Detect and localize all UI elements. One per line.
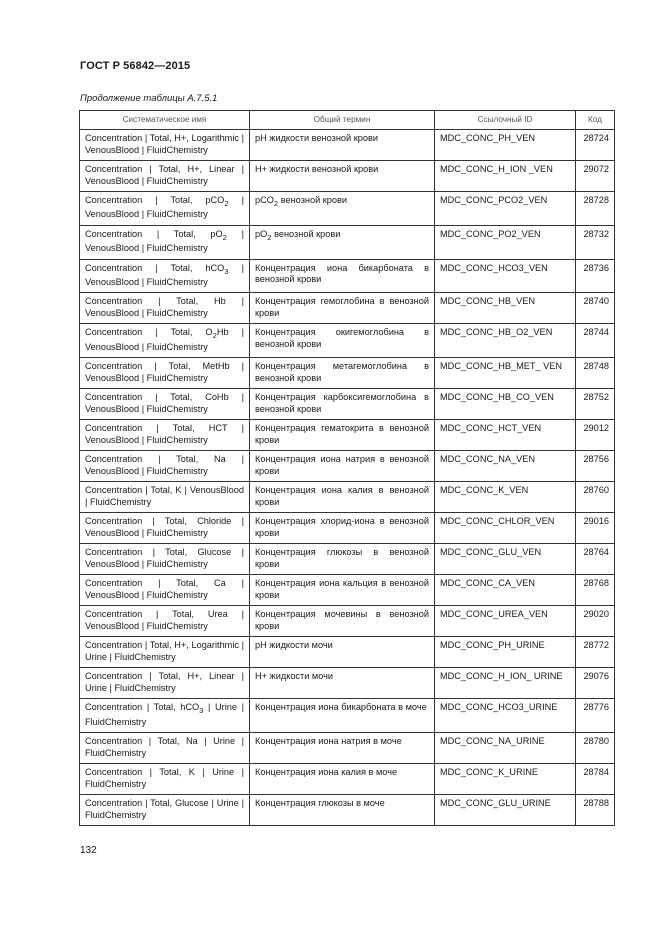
terms-table bbox=[79, 110, 615, 826]
common-term-cell: Концентрация иона бикарбоната в моче bbox=[250, 699, 435, 733]
code-cell: 28736 bbox=[576, 259, 615, 293]
code-cell: 29072 bbox=[576, 161, 615, 192]
common-term-cell: H+ жидкости венозной крови bbox=[250, 161, 435, 192]
code-cell: 28732 bbox=[576, 225, 615, 259]
common-term-cell: H+ жидкости мочи bbox=[250, 668, 435, 699]
common-term-cell: Концентрация иона натрия в моче bbox=[250, 733, 435, 764]
systematic-name-cell: Concentration | Total, $O_2Hb$ | VenousBlood | FluidChemistry bbox=[80, 324, 250, 358]
reference-id-cell: MDC_CONC_NA_VEN bbox=[435, 451, 576, 482]
table-row bbox=[80, 324, 615, 358]
systematic-name-cell: Concentration | Total, K | Urine | FluidChemistry bbox=[80, 764, 250, 795]
reference-id-cell: MDC_CONC_GLU_URINE bbox=[435, 795, 576, 826]
reference-id-cell: MDC_CONC_HCO3_URINE bbox=[435, 699, 576, 733]
code-cell: 28756 bbox=[576, 451, 615, 482]
reference-id-cell: MDC_CONC_HCO3_VEN bbox=[435, 259, 576, 293]
reference-id-cell: MDC_CONC_UREA_VEN bbox=[435, 606, 576, 637]
common-term-cell: pH жидкости мочи bbox=[250, 637, 435, 668]
code-cell: 28772 bbox=[576, 637, 615, 668]
common-term-cell: Концентрация глюкозы в венозной крови bbox=[250, 544, 435, 575]
code-cell: 29076 bbox=[576, 668, 615, 699]
table-row bbox=[80, 764, 615, 795]
common-term-cell: Концентрация карбоксигемоглобина в венозной крови bbox=[250, 389, 435, 420]
code-cell: 29016 bbox=[576, 513, 615, 544]
table-row bbox=[80, 389, 615, 420]
header-common-term: Общий термин bbox=[250, 111, 435, 130]
reference-id-cell: MDC_CONC_H_ION_ URINE bbox=[435, 668, 576, 699]
systematic-name-cell: Concentration | Total, Glucose | Urine | FluidChemistry bbox=[80, 795, 250, 826]
reference-id-cell: MDC_CONC_HB_O2_VEN bbox=[435, 324, 576, 358]
systematic-name-cell: Concentration | Total, H+, Logarithmic | VenousBlood | FluidChemistry bbox=[80, 130, 250, 161]
systematic-name-cell: Concentration | Total, pCO$_2$ | VenousBlood | FluidChemistry bbox=[80, 192, 250, 226]
systematic-name-cell: Concentration | Total, $pO_2$ | VenousBlood | FluidChemistry bbox=[80, 225, 250, 259]
systematic-name-cell: Concentration | Total, CoHb | VenousBlood | FluidChemistry bbox=[80, 389, 250, 420]
systematic-name-cell: Concentration | Total, hCO$_3$ | VenousBlood | FluidChemistry bbox=[80, 259, 250, 293]
common-term-cell: pCO$_2$ венозной крови bbox=[250, 192, 435, 226]
common-term-cell: Концентрация гематокрита в венозной крови bbox=[250, 420, 435, 451]
systematic-name-cell: Concentration | Total, Ca | VenousBlood | FluidChemistry bbox=[80, 575, 250, 606]
table-row bbox=[80, 130, 615, 161]
table-row bbox=[80, 451, 615, 482]
reference-id-cell: MDC_CONC_NA_URINE bbox=[435, 733, 576, 764]
code-cell: 28748 bbox=[576, 358, 615, 389]
reference-id-cell: MDC_CONC_HB_VEN bbox=[435, 293, 576, 324]
table-row bbox=[80, 161, 615, 192]
code-cell: 28752 bbox=[576, 389, 615, 420]
table-row bbox=[80, 358, 615, 389]
code-cell: 28760 bbox=[576, 482, 615, 513]
code-cell: 28744 bbox=[576, 324, 615, 358]
table-row bbox=[80, 513, 615, 544]
reference-id-cell: MDC_CONC_CHLOR_VEN bbox=[435, 513, 576, 544]
table-row bbox=[80, 482, 615, 513]
reference-id-cell: MDC_CONC_PCO2_VEN bbox=[435, 192, 576, 226]
reference-id-cell: MDC_CONC_HB_CO_VEN bbox=[435, 389, 576, 420]
reference-id-cell: MDC_CONC_PH_URINE bbox=[435, 637, 576, 668]
reference-id-cell: MDC_CONC_PH_VEN bbox=[435, 130, 576, 161]
table-row bbox=[80, 606, 615, 637]
table-row bbox=[80, 293, 615, 324]
common-term-cell: Концентрация метагемоглобина в венозной крови bbox=[250, 358, 435, 389]
systematic-name-cell: Concentration | Total, MetHb | VenousBlood | FluidChemistry bbox=[80, 358, 250, 389]
table-row bbox=[80, 699, 615, 733]
reference-id-cell: MDC_CONC_HB_MET_ VEN bbox=[435, 358, 576, 389]
common-term-cell: Концентрация окигемоглобина в венозной крови bbox=[250, 324, 435, 358]
systematic-name-cell: Concentration | Total, Chloride | VenousBlood | FluidChemistry bbox=[80, 513, 250, 544]
code-cell: 28776 bbox=[576, 699, 615, 733]
header-systematic-name: Систематическое имя bbox=[80, 111, 250, 130]
table-row bbox=[80, 225, 615, 259]
code-cell: 28724 bbox=[576, 130, 615, 161]
header-reference-id: Ссылочный ID bbox=[435, 111, 576, 130]
table-row bbox=[80, 668, 615, 699]
reference-id-cell: MDC_CONC_K_URINE bbox=[435, 764, 576, 795]
code-cell: 28784 bbox=[576, 764, 615, 795]
systematic-name-cell: Concentration | Total, hCO$_3$ | Urine | FluidChemistry bbox=[80, 699, 250, 733]
reference-id-cell: MDC_CONC_H_ION _VEN bbox=[435, 161, 576, 192]
reference-id-cell: MDC_CONC_HCT_VEN bbox=[435, 420, 576, 451]
code-cell: 28788 bbox=[576, 795, 615, 826]
common-term-cell: Концентрация глюкозы в моче bbox=[250, 795, 435, 826]
reference-id-cell: MDC_CONC_CA_VEN bbox=[435, 575, 576, 606]
common-term-cell: Концентрация иона бикарбоната в венозной крови bbox=[250, 259, 435, 293]
common-term-cell: Концентрация иона натрия в венозной крови bbox=[250, 451, 435, 482]
code-cell: 28740 bbox=[576, 293, 615, 324]
code-cell: 29020 bbox=[576, 606, 615, 637]
systematic-name-cell: Concentration | Total, H+, Logarithmic | Urine | FluidChemistry bbox=[80, 637, 250, 668]
table-header-row bbox=[80, 111, 615, 130]
code-cell: 28764 bbox=[576, 544, 615, 575]
common-term-cell: Концентрация иона калия в венозной крови bbox=[250, 482, 435, 513]
reference-id-cell: MDC_CONC_PO2_VEN bbox=[435, 225, 576, 259]
systematic-name-cell: Concentration | Total, H+, Linear | VenousBlood | FluidChemistry bbox=[80, 161, 250, 192]
common-term-cell: pH жидкости венозной крови bbox=[250, 130, 435, 161]
code-cell: 28780 bbox=[576, 733, 615, 764]
table-body bbox=[80, 130, 615, 826]
document-title: ГОСТ Р 56842—2015 bbox=[80, 60, 191, 72]
common-term-cell: Концентрация мочевины в венозной крови bbox=[250, 606, 435, 637]
systematic-name-cell: Concentration | Total, K | VenousBlood | FluidChemistry bbox=[80, 482, 250, 513]
code-cell: 28728 bbox=[576, 192, 615, 226]
table-row bbox=[80, 637, 615, 668]
table-row bbox=[80, 575, 615, 606]
table-row bbox=[80, 733, 615, 764]
reference-id-cell: MDC_CONC_K_VEN bbox=[435, 482, 576, 513]
table-row bbox=[80, 192, 615, 226]
table-row bbox=[80, 420, 615, 451]
systematic-name-cell: Concentration | Total, HCT | VenousBlood | FluidChemistry bbox=[80, 420, 250, 451]
header-code: Код bbox=[576, 111, 615, 130]
code-cell: 29012 bbox=[576, 420, 615, 451]
systematic-name-cell: Concentration | Total, Hb | VenousBlood | FluidChemistry bbox=[80, 293, 250, 324]
code-cell: 28768 bbox=[576, 575, 615, 606]
table-row bbox=[80, 259, 615, 293]
table-row bbox=[80, 544, 615, 575]
reference-id-cell: MDC_CONC_GLU_VEN bbox=[435, 544, 576, 575]
common-term-cell: $pO_2$ венозной крови bbox=[250, 225, 435, 259]
systematic-name-cell: Concentration | Total, H+, Linear | Urine | FluidChemistry bbox=[80, 668, 250, 699]
systematic-name-cell: Concentration | Total, Na | Urine | FluidChemistry bbox=[80, 733, 250, 764]
table-row bbox=[80, 795, 615, 826]
common-term-cell: Концентрация иона калия в моче bbox=[250, 764, 435, 795]
page-number: 132 bbox=[80, 845, 97, 856]
common-term-cell: Концентрация иона кальция в венозной крови bbox=[250, 575, 435, 606]
systematic-name-cell: Concentration | Total, Glucose | VenousBlood | FluidChemistry bbox=[80, 544, 250, 575]
common-term-cell: Концентрация гемоглобина в венозной крови bbox=[250, 293, 435, 324]
systematic-name-cell: Concentration | Total, Na | VenousBlood | FluidChemistry bbox=[80, 451, 250, 482]
systematic-name-cell: Concentration | Total, Urea | VenousBlood | FluidChemistry bbox=[80, 606, 250, 637]
table-caption: Продолжение таблицы А.7.5.1 bbox=[80, 93, 218, 104]
common-term-cell: Концентрация хлорид-иона в венозной крови bbox=[250, 513, 435, 544]
